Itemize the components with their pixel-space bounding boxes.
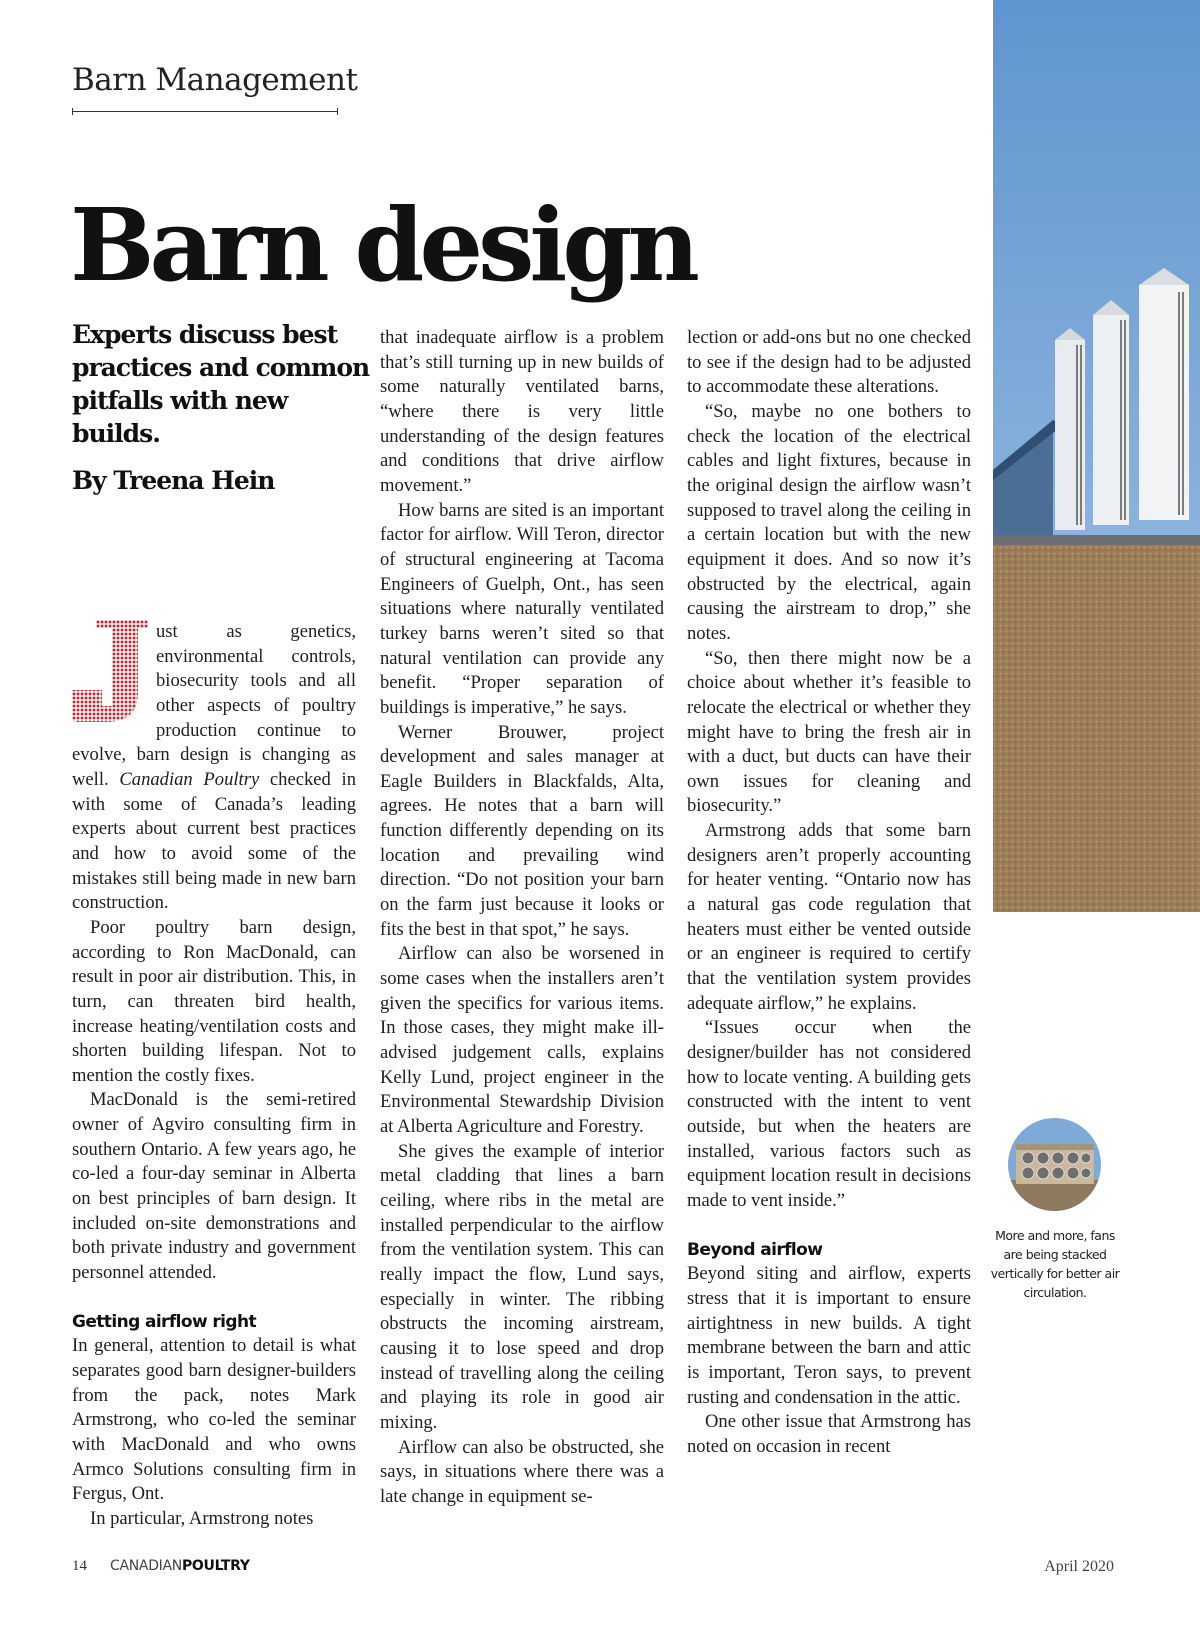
article-column-3 <box>687 326 971 1460</box>
article-column-1 <box>72 620 356 1532</box>
issue-date: April 2020 <box>1044 1558 1114 1575</box>
paragraph: Beyond siting and airflow, experts stress that it is important to ensure airtightness in new builds. A tight membrane between the barn and attic is important, Teron says, to prevent rusting and condensation in the attic. <box>687 1263 971 1408</box>
subhead: Getting airflow right <box>72 1311 256 1332</box>
paragraph: She gives the example of interior metal cladding that lines a barn ceiling, where ribs in the metal are installed perpendicular to the airflow from the ventilation system. This can really impact the flow, Lund says, especially in winter. The ribbing obstructs the incoming airstream, causing it to lose speed and drop instead of travelling along the ceiling and playing its role in good air mixing. <box>380 1140 664 1433</box>
paragraph: “Issues occur when the designer/builder has not considered how to locate venting. A building gets constructed with the intent to vent outside, but when the heaters are installed, various factors such as equipment location result in decisions made to vent inside.” <box>687 1017 971 1211</box>
paragraph: Airflow can also be worsened in some cases when the installers aren’t given the specifics for various items. In those cases, they might make ill-advised judgement calls, explains Kelly Lund, project engineer in the Environmental Stewardship Division at Alberta Agriculture and Forestry. <box>380 943 664 1137</box>
section-title: Barn Management <box>72 62 358 98</box>
paragraph: MacDonald is the semi-retired owner of Agviro consulting firm in southern Ontario. A few years ago, he co-led a four-day seminar in Alberta on best principles of barn design. It included on-site demonstrations and both private industry and government personnel attended. <box>72 1089 356 1284</box>
stacked-fans-thumbnail <box>1008 1118 1101 1211</box>
deck: Experts discuss best practices and common pitfalls with new builds. <box>72 320 370 448</box>
headline: Barn design <box>70 186 695 304</box>
magazine-name-bold: POULTRY <box>181 1558 250 1574</box>
paragraph: “So, maybe no one bothers to check the location of the electrical cables and light fixtures, because in the original design the airflow wasn’t supposed to travel along the ceiling in a certain location but with the new equipment it does. And so now it’s obstructed by the electrical, again causing the airstream to drop,” she notes. <box>687 400 971 644</box>
paragraph: “So, then there might now be a choice about whether it’s feasible to relocate the electrical or whether they might have to bring the fresh air in with a duct, but ducts can have their own issues for cleaning and biosecurity.” <box>687 647 971 817</box>
photo-caption: More and more, fans are being stacked vertically for better air circulation. <box>990 1228 1120 1300</box>
publication-name: Canadian Poultry <box>119 768 260 790</box>
paragraph-text: ust as genetics, environmental controls, biosecurity tools and all other aspects of poultry production continue to evolve, barn design is changing as well. <box>72 621 356 790</box>
paragraph: How barns are sited is an important factor for airflow. Will Teron, director of structural engineering at Tacoma Engineers of Guelph, Ont., has seen situations where naturally ventilated turkey barns weren’t sited so that natural ventilation can provide any benefit. “Proper separation of buildings is imperative,” he says. <box>380 499 664 718</box>
paragraph-text: checked in with some of Canada’s leading experts about current best practices and how to avoid some of the mistakes still being made in new barn construction. <box>72 768 356 914</box>
paragraph: Airflow can also be obstructed, she says, in situations where there was a late change in equipment se- <box>380 1436 664 1507</box>
paragraph: In general, attention to detail is what separates good barn designer-builders from the pack, notes Mark Armstrong, who co-led the seminar with MacDonald and who owns Armco Solutions consulting firm in Fergus, Ont. <box>72 1335 356 1505</box>
drop-cap-j <box>72 620 148 722</box>
subhead: Beyond airflow <box>687 1239 823 1260</box>
paragraph: that inadequate airflow is a problem that’s still turning up in new builds of some naturally ventilated barns, “where there is very little understanding of the design features and conditions that drive airflow movement.” <box>380 327 664 496</box>
magazine-name <box>110 1558 250 1574</box>
barn-silo-illustration <box>993 0 1200 912</box>
paragraph: lection or add-ons but no one checked to see if the design had to be adjusted to accommodate these alterations. <box>687 327 971 398</box>
paragraph: One other issue that Armstrong has noted on occasion in recent <box>687 1411 971 1457</box>
paragraph: In particular, Armstrong notes <box>90 1507 314 1529</box>
paragraph: Poor poultry barn design, according to Ron MacDonald, can result in poor air distribution. This, in turn, can threaten bird health, increase heating/ventilation costs and shorten building lifespan. Not to mention the costly fixes. <box>72 916 356 1086</box>
article-column-2 <box>380 326 664 1510</box>
byline: By Treena Hein <box>72 466 275 495</box>
paragraph: Werner Brouwer, project development and sales manager at Eagle Builders in Blackfalds, Alta, agrees. He notes that a barn will function differently depending on its location and prevailing wind direction. “Do not position your barn on the farm just because it looks or fits the best in that spot,” he says. <box>380 721 664 940</box>
paragraph: Armstrong adds that some barn designers aren’t properly accounting for heater venting. “Ontario now has a natural gas code regulation that heaters must either be vented outside or an engineer is required to certify that the ventilation system provides adequate airflow,” he explains. <box>687 820 971 1014</box>
stacked-fans-illustration <box>1008 1118 1101 1211</box>
page-number: 14 <box>72 1558 87 1574</box>
magazine-name-light: CANADIAN <box>110 1558 182 1574</box>
paragraph <box>72 620 356 916</box>
barn-silo-photo <box>993 0 1200 912</box>
section-rule <box>72 111 338 112</box>
